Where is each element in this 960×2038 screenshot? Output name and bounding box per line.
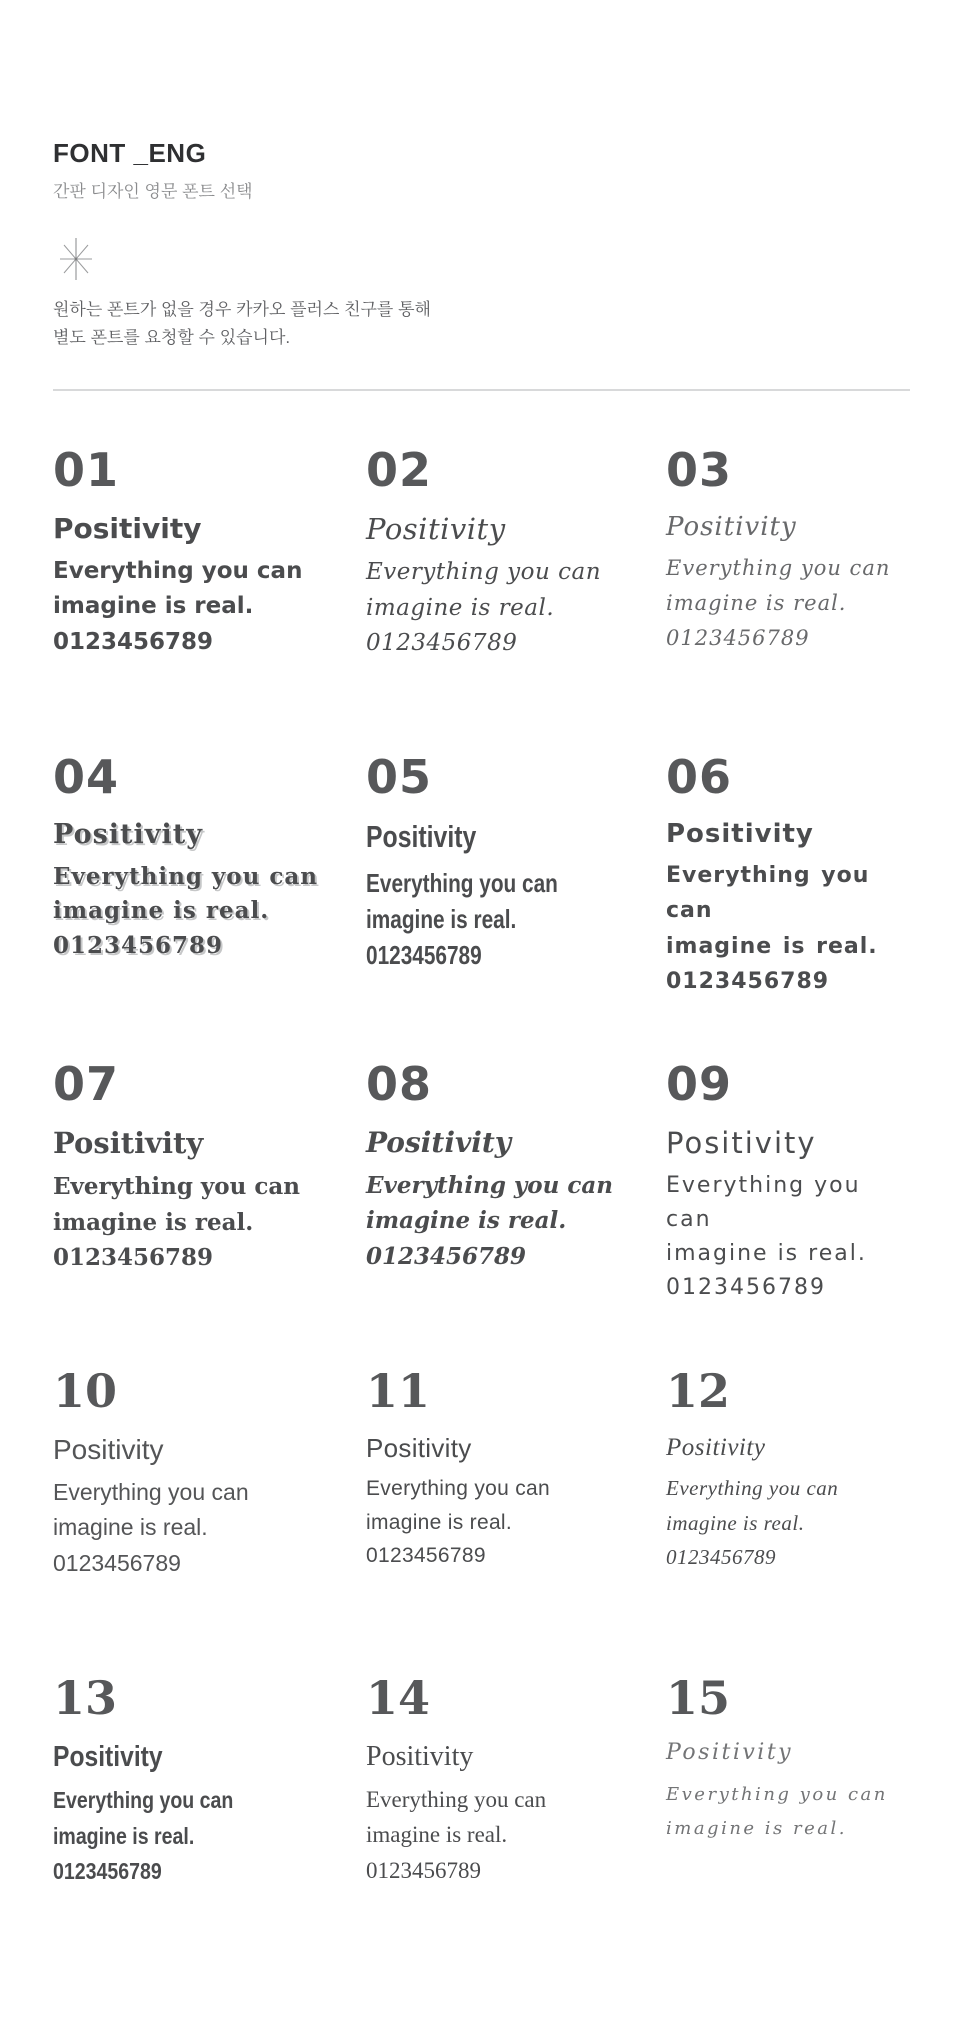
font-sample-name: Positivity xyxy=(666,511,797,542)
font-sample-digits: 0123456789 xyxy=(53,1550,181,1577)
font-sample xyxy=(366,1125,666,1275)
font-card xyxy=(53,1056,366,1273)
font-sample-line: Everything you can xyxy=(666,1476,839,1501)
font-sample xyxy=(366,1739,666,1889)
font-card xyxy=(366,1363,666,1580)
note-line: 원하는 폰트가 없을 경우 카카오 플러스 친구를 통해 xyxy=(53,300,431,320)
note-text xyxy=(53,296,910,350)
font-sample-line: imagine is real. xyxy=(53,897,270,925)
font-sample xyxy=(53,1125,366,1276)
font-sample-digits: 0123456789 xyxy=(53,629,214,656)
font-sample-line: Everything you can xyxy=(53,1173,300,1201)
font-card xyxy=(366,1670,666,1887)
font-sample-digits: 0123456789 xyxy=(666,968,830,994)
font-sample-digits: 0123456789 xyxy=(53,1244,214,1272)
font-sample xyxy=(366,1432,666,1573)
font-sample-digits: 0123456789 xyxy=(366,630,518,657)
font-sample-name: Positivity xyxy=(53,818,203,850)
font-sample-digits: 0123456789 xyxy=(366,1544,486,1568)
font-sample-line: imagine is real. xyxy=(53,1514,208,1541)
font-sample-line: imagine is real. xyxy=(366,594,555,621)
font-sample-name: Positivity xyxy=(366,1432,472,1463)
font-sample-digits: 0123456789 xyxy=(666,625,810,650)
font-sample xyxy=(53,1432,366,1582)
font-sample-line: Everything you can xyxy=(53,1478,249,1505)
font-card xyxy=(666,1056,910,1301)
font-sample-line: Everything you can xyxy=(53,862,318,890)
font-sample-line: imagine is real. xyxy=(366,1510,513,1534)
font-sample-line: imagine is real. xyxy=(366,903,517,934)
font-sample-digits: 0123456789 xyxy=(666,1275,826,1301)
font-card xyxy=(53,749,366,966)
font-card xyxy=(366,1056,666,1273)
font-card xyxy=(366,442,666,659)
font-number: 04 xyxy=(53,749,120,804)
font-sample-line: Everything you can xyxy=(53,557,303,584)
font-sample-name: Positivity xyxy=(366,1740,474,1772)
font-sample xyxy=(666,511,910,655)
font-number: 05 xyxy=(366,749,433,804)
font-sample-name: Positivity xyxy=(366,1125,512,1159)
font-sample xyxy=(666,818,910,999)
font-sample-line: Everything you can xyxy=(366,559,602,586)
font-sample-line: imagine is real. xyxy=(53,1822,195,1849)
font-number: 01 xyxy=(53,442,120,497)
font-number: 06 xyxy=(666,749,733,804)
font-sample-name: Positivity xyxy=(666,1125,817,1160)
font-sample-line: imagine is real. xyxy=(53,1208,254,1236)
font-sample xyxy=(366,511,666,662)
font-grid xyxy=(53,442,910,1887)
font-sample-digits: 0123456789 xyxy=(53,1858,162,1885)
font-number: 12 xyxy=(666,1363,731,1418)
font-sample-line: Everything you can xyxy=(366,1171,613,1199)
page-title: FONT _ENG xyxy=(53,138,207,168)
font-card xyxy=(666,442,910,659)
font-sample xyxy=(666,1125,910,1306)
font-sample-line: Everything you can xyxy=(666,1784,888,1806)
font-number: 14 xyxy=(366,1670,431,1725)
font-sample-line: imagine is real. xyxy=(666,1510,805,1535)
font-sample-name: Positivity xyxy=(366,818,477,854)
note-line: 별도 폰트를 요청할 수 있습니다. xyxy=(53,327,291,347)
font-sample-digits: 0123456789 xyxy=(666,1545,776,1570)
font-sample-digits: 0123456789 xyxy=(53,931,224,959)
font-card xyxy=(666,1363,910,1580)
font-sample-line: imagine is real. xyxy=(666,590,847,615)
font-sample-line: imagine is real. xyxy=(666,933,878,959)
font-card xyxy=(53,1363,366,1580)
font-sample-line: Everything you can xyxy=(666,863,870,924)
font-number: 07 xyxy=(53,1056,120,1111)
font-sample-line: Everything you can xyxy=(366,1786,547,1812)
font-sample-line: imagine is real. xyxy=(666,1241,867,1267)
font-sample xyxy=(53,511,366,661)
font-number: 08 xyxy=(366,1056,433,1111)
font-sample xyxy=(366,818,666,974)
font-sample-name: Positivity xyxy=(666,1739,794,1765)
font-sample xyxy=(666,1432,910,1575)
asterisk-star-icon xyxy=(55,236,97,282)
font-sample-line: imagine is real. xyxy=(666,1818,847,1840)
font-sample-line: Everything you can xyxy=(366,867,558,898)
font-number: 02 xyxy=(366,442,433,497)
font-card xyxy=(366,749,666,971)
font-sample-line: imagine is real. xyxy=(366,1207,567,1235)
font-sample-line: Everything you can xyxy=(666,556,891,581)
font-sample-name: Positivity xyxy=(53,1433,164,1465)
font-number: 13 xyxy=(53,1670,118,1725)
font-sample-line: Everything you can xyxy=(666,1173,861,1233)
font-sample xyxy=(53,818,366,963)
font-number: 11 xyxy=(366,1363,431,1418)
font-sample xyxy=(666,1739,910,1847)
font-number: 03 xyxy=(666,442,733,497)
font-sample-name: Positivity xyxy=(666,1433,766,1461)
font-sample xyxy=(53,1739,367,1890)
font-sample-line: Everything you can xyxy=(366,1477,551,1501)
font-sample-line: Everything you can xyxy=(53,1787,234,1814)
font-number: 15 xyxy=(666,1670,731,1725)
font-sample-digits: 0123456789 xyxy=(366,1243,527,1271)
font-card xyxy=(53,1670,366,1887)
font-number: 09 xyxy=(666,1056,733,1111)
font-sample-name: Positivity xyxy=(666,818,814,849)
font-sample-name: Positivity xyxy=(53,1125,204,1160)
font-sample-name: Positivity xyxy=(366,511,506,546)
font-sample-name: Positivity xyxy=(53,511,202,545)
font-sample-digits: 0123456789 xyxy=(366,940,482,971)
font-sample-digits: 0123456789 xyxy=(366,1858,481,1884)
font-card xyxy=(666,749,910,994)
font-sample-name: Positivity xyxy=(53,1740,163,1773)
font-card xyxy=(666,1670,910,1887)
font-sample-line: imagine is real. xyxy=(53,593,254,620)
font-number: 10 xyxy=(53,1363,118,1418)
font-sample-line: imagine is real. xyxy=(366,1822,508,1848)
page-subtitle: 간판 디자인 영문 폰트 선택 xyxy=(53,182,253,201)
divider xyxy=(53,389,910,391)
font-card xyxy=(53,442,366,659)
